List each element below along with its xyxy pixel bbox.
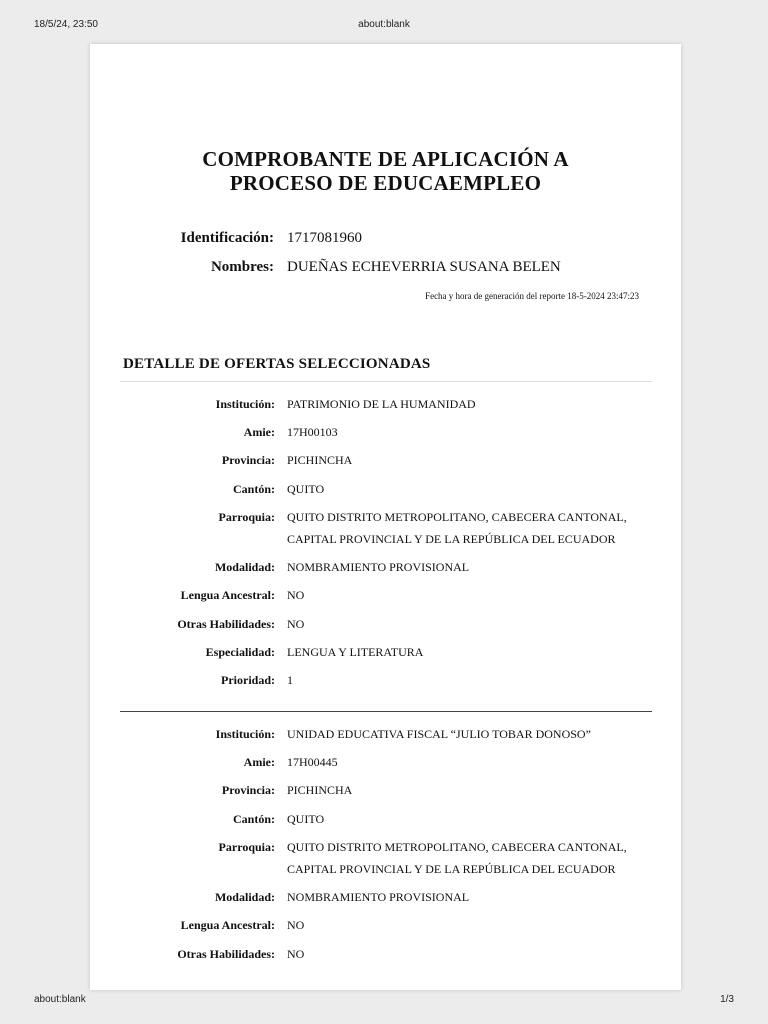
identificacion-value: 1717081960: [287, 230, 362, 246]
canton-label: Cantón:: [232, 812, 275, 826]
lengua-value: NO: [287, 588, 305, 602]
document-title: [90, 147, 681, 195]
print-url: about:blank: [358, 19, 410, 30]
parroquia-value: [287, 506, 637, 550]
provincia-label: Provincia:: [221, 453, 275, 467]
provincia-value: PICHINCHA: [287, 783, 353, 797]
otras-label: Otras Habilidades:: [177, 617, 275, 631]
identificacion-row: [90, 230, 681, 252]
print-datetime: 18/5/24, 23:50: [34, 19, 98, 30]
modalidad-value: NOMBRAMIENTO PROVISIONAL: [287, 890, 470, 904]
modalidad-value: NOMBRAMIENTO PROVISIONAL: [287, 560, 470, 574]
page-number: 1/3: [720, 994, 734, 1005]
nombres-row: [90, 259, 681, 281]
generation-date: Fecha y hora de generación del reporte 18-5-2024 23:47:23: [425, 291, 639, 301]
amie-value: 17H00445: [287, 755, 338, 769]
parroquia-line-1: QUITO DISTRITO METROPOLITANO, CABECERA CANTONAL,: [287, 840, 627, 854]
footer-url: about:blank: [34, 994, 86, 1005]
section-divider: [120, 381, 652, 382]
canton-label: Cantón:: [232, 482, 275, 496]
print-footer: [0, 990, 768, 1024]
nombres-value: DUEÑAS ECHEVERRIA SUSANA BELEN: [287, 259, 561, 275]
parroquia-line-2: CAPITAL PROVINCIAL Y DE LA REPÚBLICA DEL ECUADOR: [287, 862, 616, 876]
parroquia-line-2: CAPITAL PROVINCIAL Y DE LA REPÚBLICA DEL ECUADOR: [287, 532, 616, 546]
otras-label: Otras Habilidades:: [177, 947, 275, 961]
prioridad-value: 1: [287, 673, 293, 687]
provincia-value: PICHINCHA: [287, 453, 353, 467]
institucion-label: Institución:: [215, 397, 275, 411]
otras-value: NO: [287, 617, 305, 631]
provincia-label: Provincia:: [221, 783, 275, 797]
title-line-1: COMPROBANTE DE APLICACIÓN A: [202, 147, 569, 171]
nombres-label: Nombres:: [210, 259, 274, 275]
modalidad-label: Modalidad:: [214, 890, 275, 904]
canton-value: QUITO: [287, 482, 325, 496]
especialidad-value: LENGUA Y LITERATURA: [287, 645, 424, 659]
lengua-value: NO: [287, 918, 305, 932]
parroquia-line-1: QUITO DISTRITO METROPOLITANO, CABECERA CANTONAL,: [287, 510, 627, 524]
print-header: [0, 0, 768, 40]
section-title: DETALLE DE OFERTAS SELECCIONADAS: [123, 356, 431, 372]
parroquia-value: [287, 836, 637, 880]
especialidad-label: Especialidad:: [205, 645, 275, 659]
modalidad-label: Modalidad:: [214, 560, 275, 574]
canton-value: QUITO: [287, 812, 325, 826]
parroquia-label: Parroquia:: [218, 840, 275, 854]
document-page: [90, 44, 681, 990]
prioridad-label: Prioridad:: [221, 673, 275, 687]
title-line-2: PROCESO DE EDUCAEMPLEO: [229, 171, 542, 195]
institucion-value: PATRIMONIO DE LA HUMANIDAD: [287, 397, 476, 411]
offer-divider: [120, 711, 652, 712]
amie-label: Amie:: [243, 755, 275, 769]
otras-value: NO: [287, 947, 305, 961]
amie-value: 17H00103: [287, 425, 338, 439]
institucion-label: Institución:: [215, 727, 275, 741]
institucion-value: UNIDAD EDUCATIVA FISCAL “JULIO TOBAR DONOSO”: [287, 727, 591, 741]
lengua-label: Lengua Ancestral:: [180, 918, 275, 932]
identificacion-label: Identificación:: [180, 230, 274, 246]
parroquia-label: Parroquia:: [218, 510, 275, 524]
lengua-label: Lengua Ancestral:: [180, 588, 275, 602]
amie-label: Amie:: [243, 425, 275, 439]
